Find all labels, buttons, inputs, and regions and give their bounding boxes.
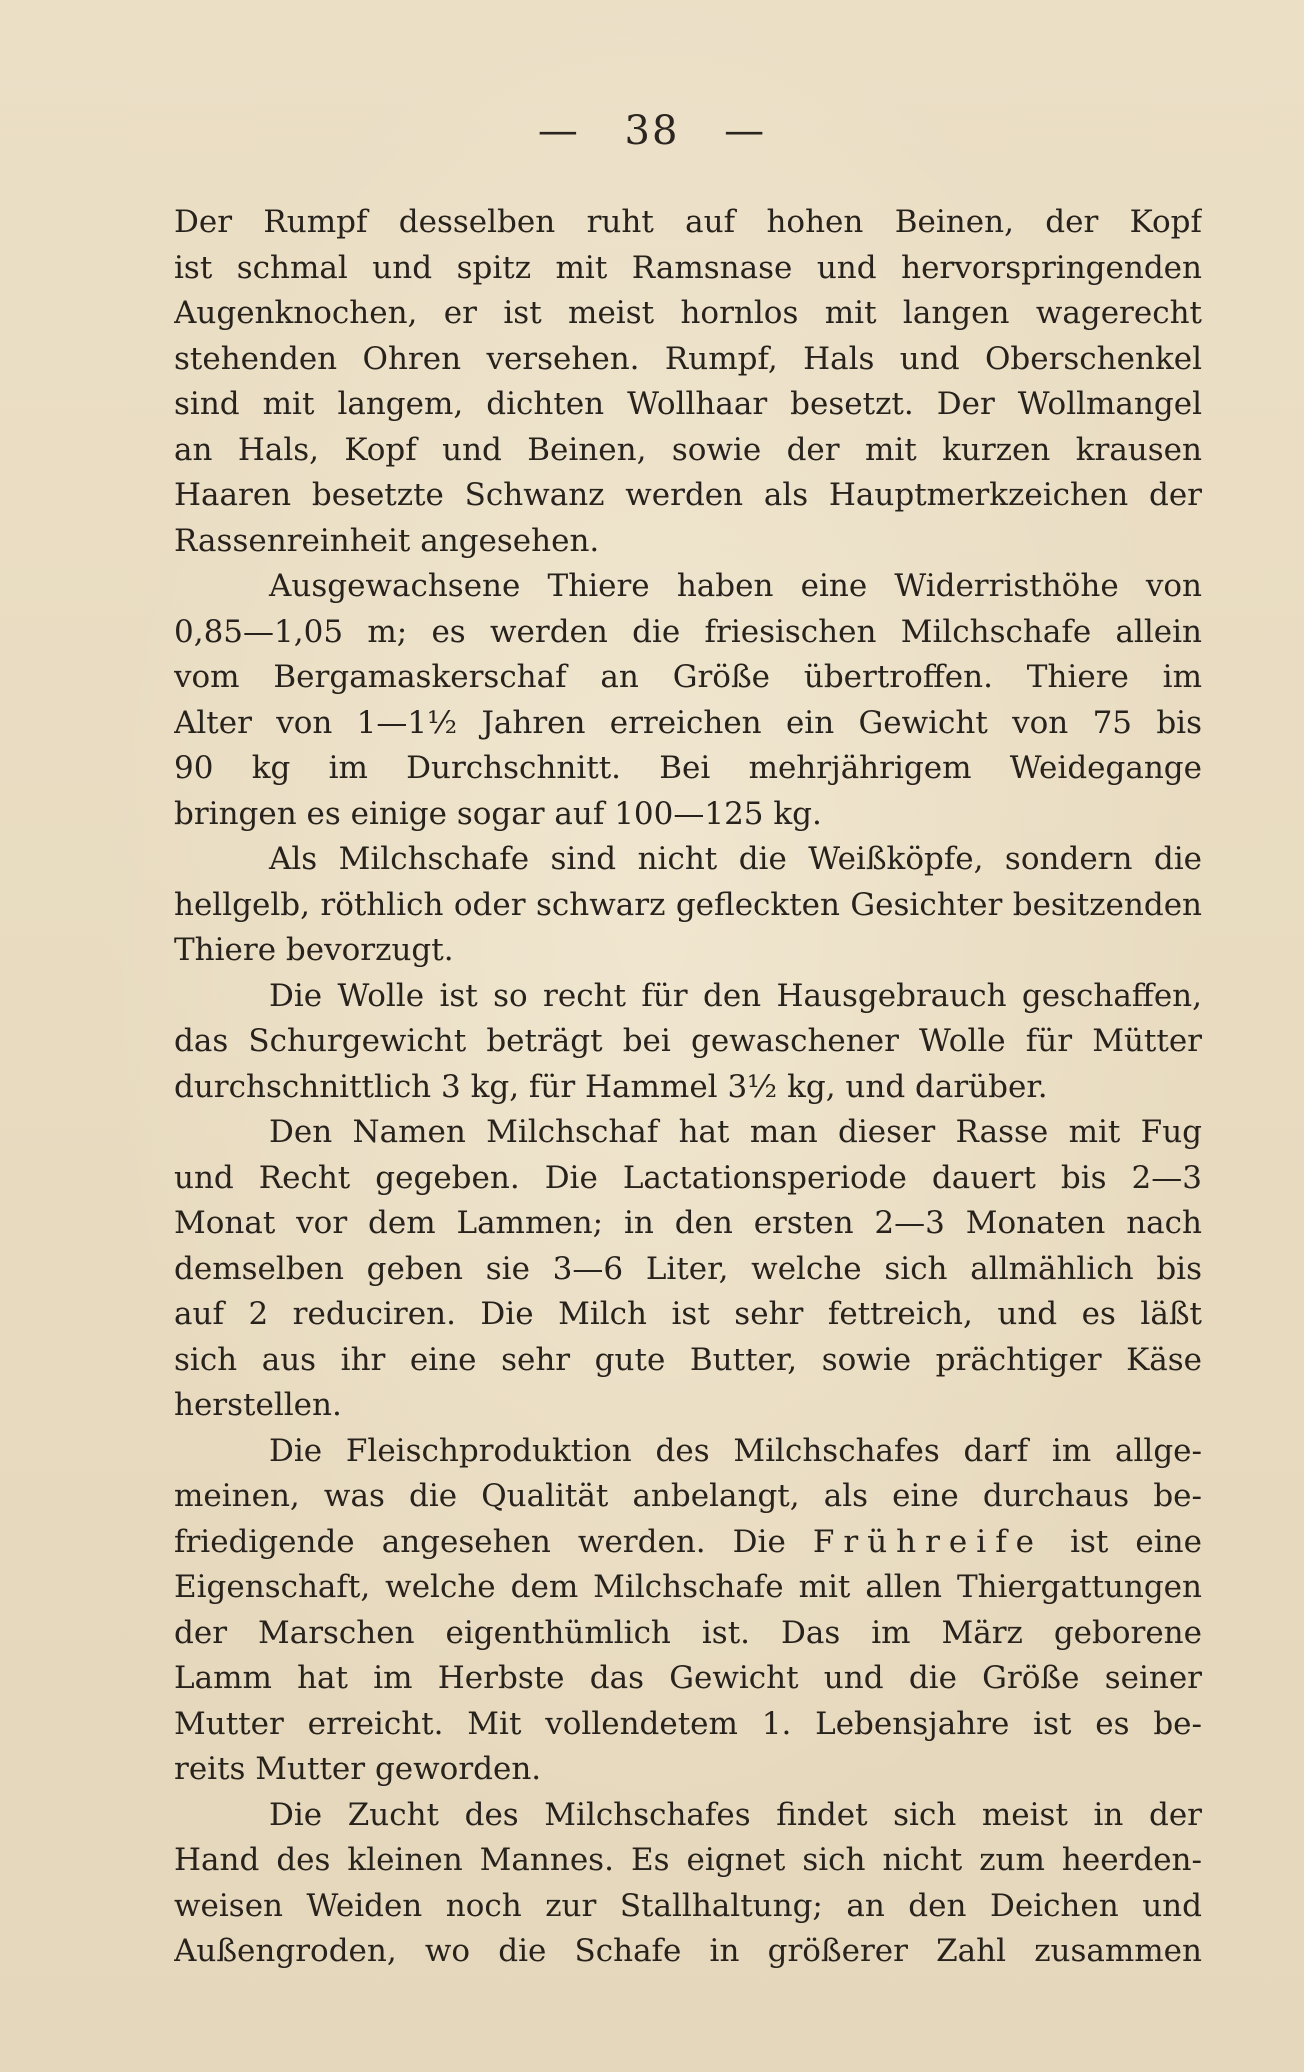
page-header (0, 108, 1304, 154)
text-line: an Hals, Kopf und Beinen, sowie der mit kurzen krausen (174, 431, 1202, 468)
text-line: sind mit langem, dichten Wollhaar besetzt. Der Wollmangel (174, 386, 1202, 422)
text-fragment: friedigende angesehen werden. Die (174, 1523, 786, 1560)
page-number: 38 (624, 108, 680, 154)
text-line: hellgelb, röthlich oder schwarz gefleckten Gesichter besitzenden (174, 886, 1202, 923)
body-text (174, 200, 1202, 1975)
text-line: meinen, was die Qualität anbelangt, als eine durchaus be- (174, 1478, 1202, 1514)
text-line: Eigenschaft, welche dem Milchschafe mit allen Thiergattungen (174, 1569, 1202, 1605)
text-line: ist schmal und spitz mit Ramsnase und hervorspringenden (174, 249, 1202, 286)
text-line: und Recht gegeben. Die Lactationsperiode dauert bis 2—3 (174, 1159, 1202, 1196)
text-line: 0,85—1,05 m; es werden die friesischen Milchschafe allein (174, 613, 1202, 650)
emphasized-word: Frühreife (812, 1523, 1044, 1560)
text-line: das Schurgewicht beträgt bei gewaschener Wolle für Mütter (174, 1023, 1202, 1059)
text-line: Monat vor dem Lammen; in den ersten 2—3 Monaten nach (174, 1205, 1202, 1241)
text-line: herstellen. (174, 1387, 342, 1423)
text-line: Als Milchschafe sind nicht die Weißköpfe, sondern die (269, 841, 1202, 877)
text-line: Haaren besetzte Schwanz werden als Hauptmerkzeichen der (174, 477, 1202, 513)
text-line: Lamm hat im Herbste das Gewicht und die Größe seiner (174, 1660, 1202, 1696)
text-line: Die Fleischproduktion des Milchschafes darf im allge- (269, 1432, 1202, 1469)
text-line: 90 kg im Durchschnitt. Bei mehrjährigem Weidegange (174, 750, 1202, 786)
folio-dash-left: — (537, 108, 580, 154)
text-line: sich aus ihr eine sehr gute Butter, sowie prächtiger Käse (174, 1341, 1202, 1378)
text-line: Außengroden, wo die Schafe in größerer Zahl zusammen (174, 1933, 1202, 1969)
text-line: Hand des kleinen Mannes. Es eignet sich nicht zum heerden- (174, 1842, 1202, 1878)
text-line: Rassenreinheit angesehen. (174, 522, 600, 559)
text-line: Augenknochen, er ist meist hornlos mit langen wagerecht (174, 295, 1202, 331)
text-line: Der Rumpf desselben ruht auf hohen Beinen, der Kopf (174, 204, 1202, 240)
text-line: demselben geben sie 3—6 Liter, welche sich allmählich bis (174, 1250, 1202, 1287)
text-line: bringen es einige sogar auf 100—125 kg. (174, 795, 822, 832)
text-line: reits Mutter geworden. (174, 1751, 542, 1787)
text-line: Die Zucht des Milchschafes findet sich meist in der (269, 1796, 1202, 1833)
text-line: Mutter erreicht. Mit vollendetem 1. Lebensjahre ist es be- (174, 1705, 1202, 1742)
text-line: der Marschen eigenthümlich ist. Das im März geborene (174, 1614, 1202, 1651)
text-line: durchschnittlich 3 kg, für Hammel 3½ kg, und darüber. (174, 1068, 1048, 1105)
text-line: Alter von 1—1½ Jahren erreichen ein Gewicht von 75 bis (174, 704, 1202, 741)
text-line: Die Wolle ist so recht für den Hausgebrauch geschaffen, (269, 977, 1202, 1014)
text-line: auf 2 reduciren. Die Milch ist sehr fettreich, und es läßt (174, 1296, 1202, 1332)
text-line: weisen Weiden noch zur Stallhaltung; an den Deichen und (174, 1887, 1202, 1924)
folio-dash-right: — (724, 108, 767, 154)
text-line: stehenden Ohren versehen. Rumpf, Hals und Oberschenkel (174, 340, 1202, 377)
text-line: vom Bergamaskerschaf an Größe übertroffen. Thiere im (174, 659, 1202, 695)
text-line: Den Namen Milchschaf hat man dieser Rasse mit Fug (269, 1114, 1202, 1150)
text-line: Thiere bevorzugt. (174, 932, 454, 968)
text-line: Ausgewachsene Thiere haben eine Widerristhöhe von (269, 568, 1202, 604)
text-fragment: ist eine (1070, 1523, 1202, 1560)
text-line (174, 1520, 1202, 1566)
